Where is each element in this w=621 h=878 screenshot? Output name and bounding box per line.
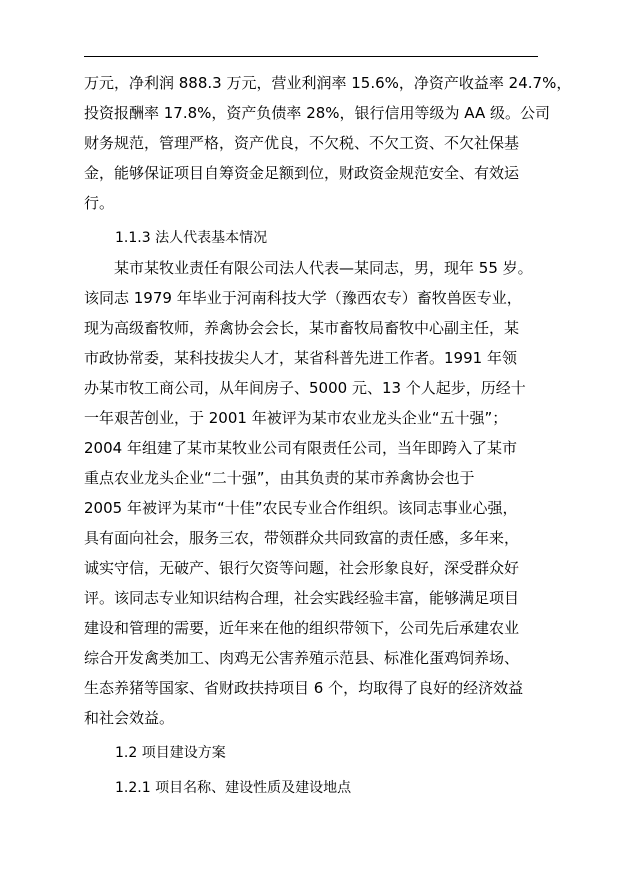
text-line: 金，能够保证项目自筹资金足额到位，财政资金规范安全、有效运 [84,164,520,182]
text-line: 市政协常委，某科技拔尖人才，某省科普先进工作者。1991 年领 [84,349,517,367]
text-line: 2004 年组建了某市某牧业公司有限责任公司，当年即跨入了某市 [84,439,517,457]
text-line: 建设和管理的需要，近年来在他的组织带领下，公司先后承建农业 [84,619,520,637]
text-line: 评。该同志专业知识结构合理，社会实践经验丰富，能够满足项目 [84,589,520,607]
text-line: 万元，净利润 888.3 万元，营业利润率 15.6%，净资产收益率 24.7%， [84,74,572,92]
text-line: 投资报酬率 17.8%，资产负债率 28%，银行信用等级为 AA 级。公司 [84,104,551,122]
paragraph-first-line: 某市某牧业责任有限公司法人代表—某同志，男，现年 55 岁。 [84,259,533,277]
text-line: 现为高级畜牧师，养禽协会会长，某市畜牧局畜牧中心副主任，某 [84,319,520,337]
text-line: 综合开发禽类加工、肉鸡无公害养殖示范县、标准化蛋鸡饲养场、 [84,649,520,667]
text-line: 诚实守信，无破产、银行欠资等问题，社会形象良好，深受群众好 [84,559,520,577]
text-line: 生态养猪等国家、省财政扶持项目 6 个，均取得了良好的经济效益 [84,679,524,697]
text-line: 重点农业龙头企业“二十强”，由其负责的某市养禽协会也于 [84,469,475,487]
text-line: 具有面向社会，服务三农，带领群众共同致富的责任感，多年来， [84,529,520,547]
section-heading: 1.1.3 法人代表基本情况 [115,230,268,246]
text-line: 和社会效益。 [84,709,175,727]
section-heading: 1.2 项目建设方案 [115,745,226,761]
text-line: 该同志 1979 年毕业于河南科技大学（豫西农专）畜牧兽医专业， [84,289,522,307]
text-line: 一年艰苦创业，于 2001 年被评为某市农业龙头企业“五十强”； [84,409,508,427]
text-line: 办某市牧工商公司，从年间房子、5000 元、13 个人起步，历经十 [84,379,526,397]
text-line: 财务规范，管理严格，资产优良，不欠税、不欠工资、不欠社保基 [84,134,520,152]
text-line: 2005 年被评为某市“十佳”农民专业合作组织。该同志事业心强， [84,499,518,517]
header-rule [84,56,538,57]
subsection-heading: 1.2.1 项目名称、建设性质及建设地点 [115,780,352,796]
text-line: 行。 [84,194,115,212]
